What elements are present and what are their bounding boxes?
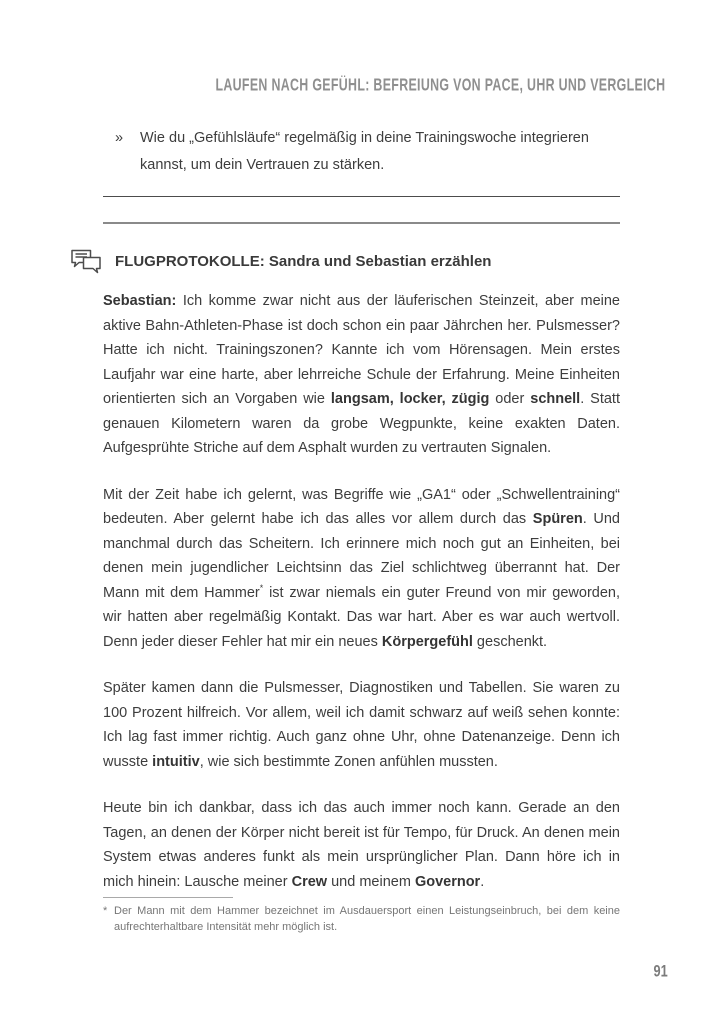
emphasized-text: Crew [291,873,328,890]
footnote [103,897,620,935]
paragraph [103,483,620,655]
bullet-item [103,125,620,179]
paragraph [103,289,620,461]
bullet-text: Wie du „Gefühlsläufe“ regelmäßig in deine Trainingswoche integrieren kannst, um dein Vertrauen zu stärken. [140,130,589,173]
paragraph-text: . Und manchmal durch das Scheitern. Ich erinnere mich noch gut an Einheiten, bei denen mein jugendlicher Leichtsinn das Ziel schlichtweg überrannt hat. Der Mann mit dem Hammer [103,511,620,601]
footnote-reference: * [259,582,264,593]
section-heading: FLUGPROTOKOLLE: Sandra und Sebastian erzählen [115,253,492,270]
paragraph-text: ist zwar niemals ein guter Freund von mir geworden, wir hatten aber regelmäßig Kontakt. Das war hart. Aber es war auch wertvoll. Denn jeder dieser Fehler hat mir ein neues [103,584,621,650]
paragraph-text: . Statt genauen Kilometern waren da grobe Wegpunkte, keine exakten Daten. Aufgesprühte Striche auf dem Asphalt wurden zu vertrauten Signalen. [103,391,620,456]
footnote-body [103,904,620,935]
emphasized-text: schnell [530,391,581,407]
emphasized-text: intuitiv [152,753,200,770]
page-number: 91 [653,962,668,981]
paragraph-text: Ich komme zwar nicht aus der läuferischen Steinzeit, aber meine aktive Bahn-Athleten-Phase ist doch schon ein paar Jährchen her. Pulsmesser? Hatte ich nicht. Trainingszonen? Kannte ich vom Hörensagen. Mein erstes Laufjahr war eine harte, aber lehrreiche Schule der Erfahrung. Meine Einheiten orientierten sich an Vorgaben wie [103,293,620,407]
ruled-line-2 [103,222,620,224]
paragraph-text: Mit der Zeit habe ich gelernt, was Begriffe wie „GA1“ oder „Schwellentraining“ bedeuten. Aber gelernt habe ich das alles vor allem durch das [103,486,620,527]
paragraph [103,676,620,774]
emphasized-text: Governor [414,873,481,890]
paragraph-text: geschenkt. [472,633,548,650]
paragraph-text: . [480,873,485,890]
running-head [103,0,666,95]
footnote-separator [103,897,233,898]
footnote-text: Der Mann mit dem Hammer bezeichnet im Ausdauersport einen Leistungseinbruch, bei dem keine aufrechterhaltbare Intensität mehr möglich ist. [114,905,620,933]
ruled-line-1 [103,196,620,197]
paragraph-text: , wie sich bestimmte Zonen anfühlen mussten. [199,753,498,770]
paragraph-text: oder [489,391,531,407]
paragraph-text: Heute bin ich dankbar, dass ich das auch immer noch kann. Gerade an den Tagen, an denen der Körper nicht bereit ist für Tempo, für Druck. An denen mein System etwas anderes funkt als mein ursprünglicher Plan. Dann höre ich in mich hinein: Lausche meiner [103,800,620,890]
body-paragraphs [103,289,620,894]
running-head-title: LAUFEN NACH GEFÜHL: BEFREIUNG VON PACE, UHR UND VERGLEICH [215,75,666,95]
bullet-marker: » [115,130,124,146]
emphasized-text: Sebastian: [103,293,177,309]
emphasized-text: Spüren [532,511,583,527]
section-heading-row [115,251,620,273]
footnote-marker: * [103,905,108,917]
emphasized-text: langsam, locker, zügig [330,391,490,407]
paragraph-text: und meinem [327,873,415,890]
paragraph [103,796,620,894]
emphasized-text: Körpergefühl [381,633,473,650]
paragraph-text: Später kamen dann die Pulsmesser, Diagnostiken und Tabellen. Sie waren zu 100 Prozent hilfreich. Vor allem, weil ich damit schwarz auf weiß sehen konnte: Ich lag fast immer richtig. Auch ganz ohne Uhr, ohne Datenanzeige. Denn ich wusste [103,680,620,770]
chat-bubbles-icon [69,248,103,276]
